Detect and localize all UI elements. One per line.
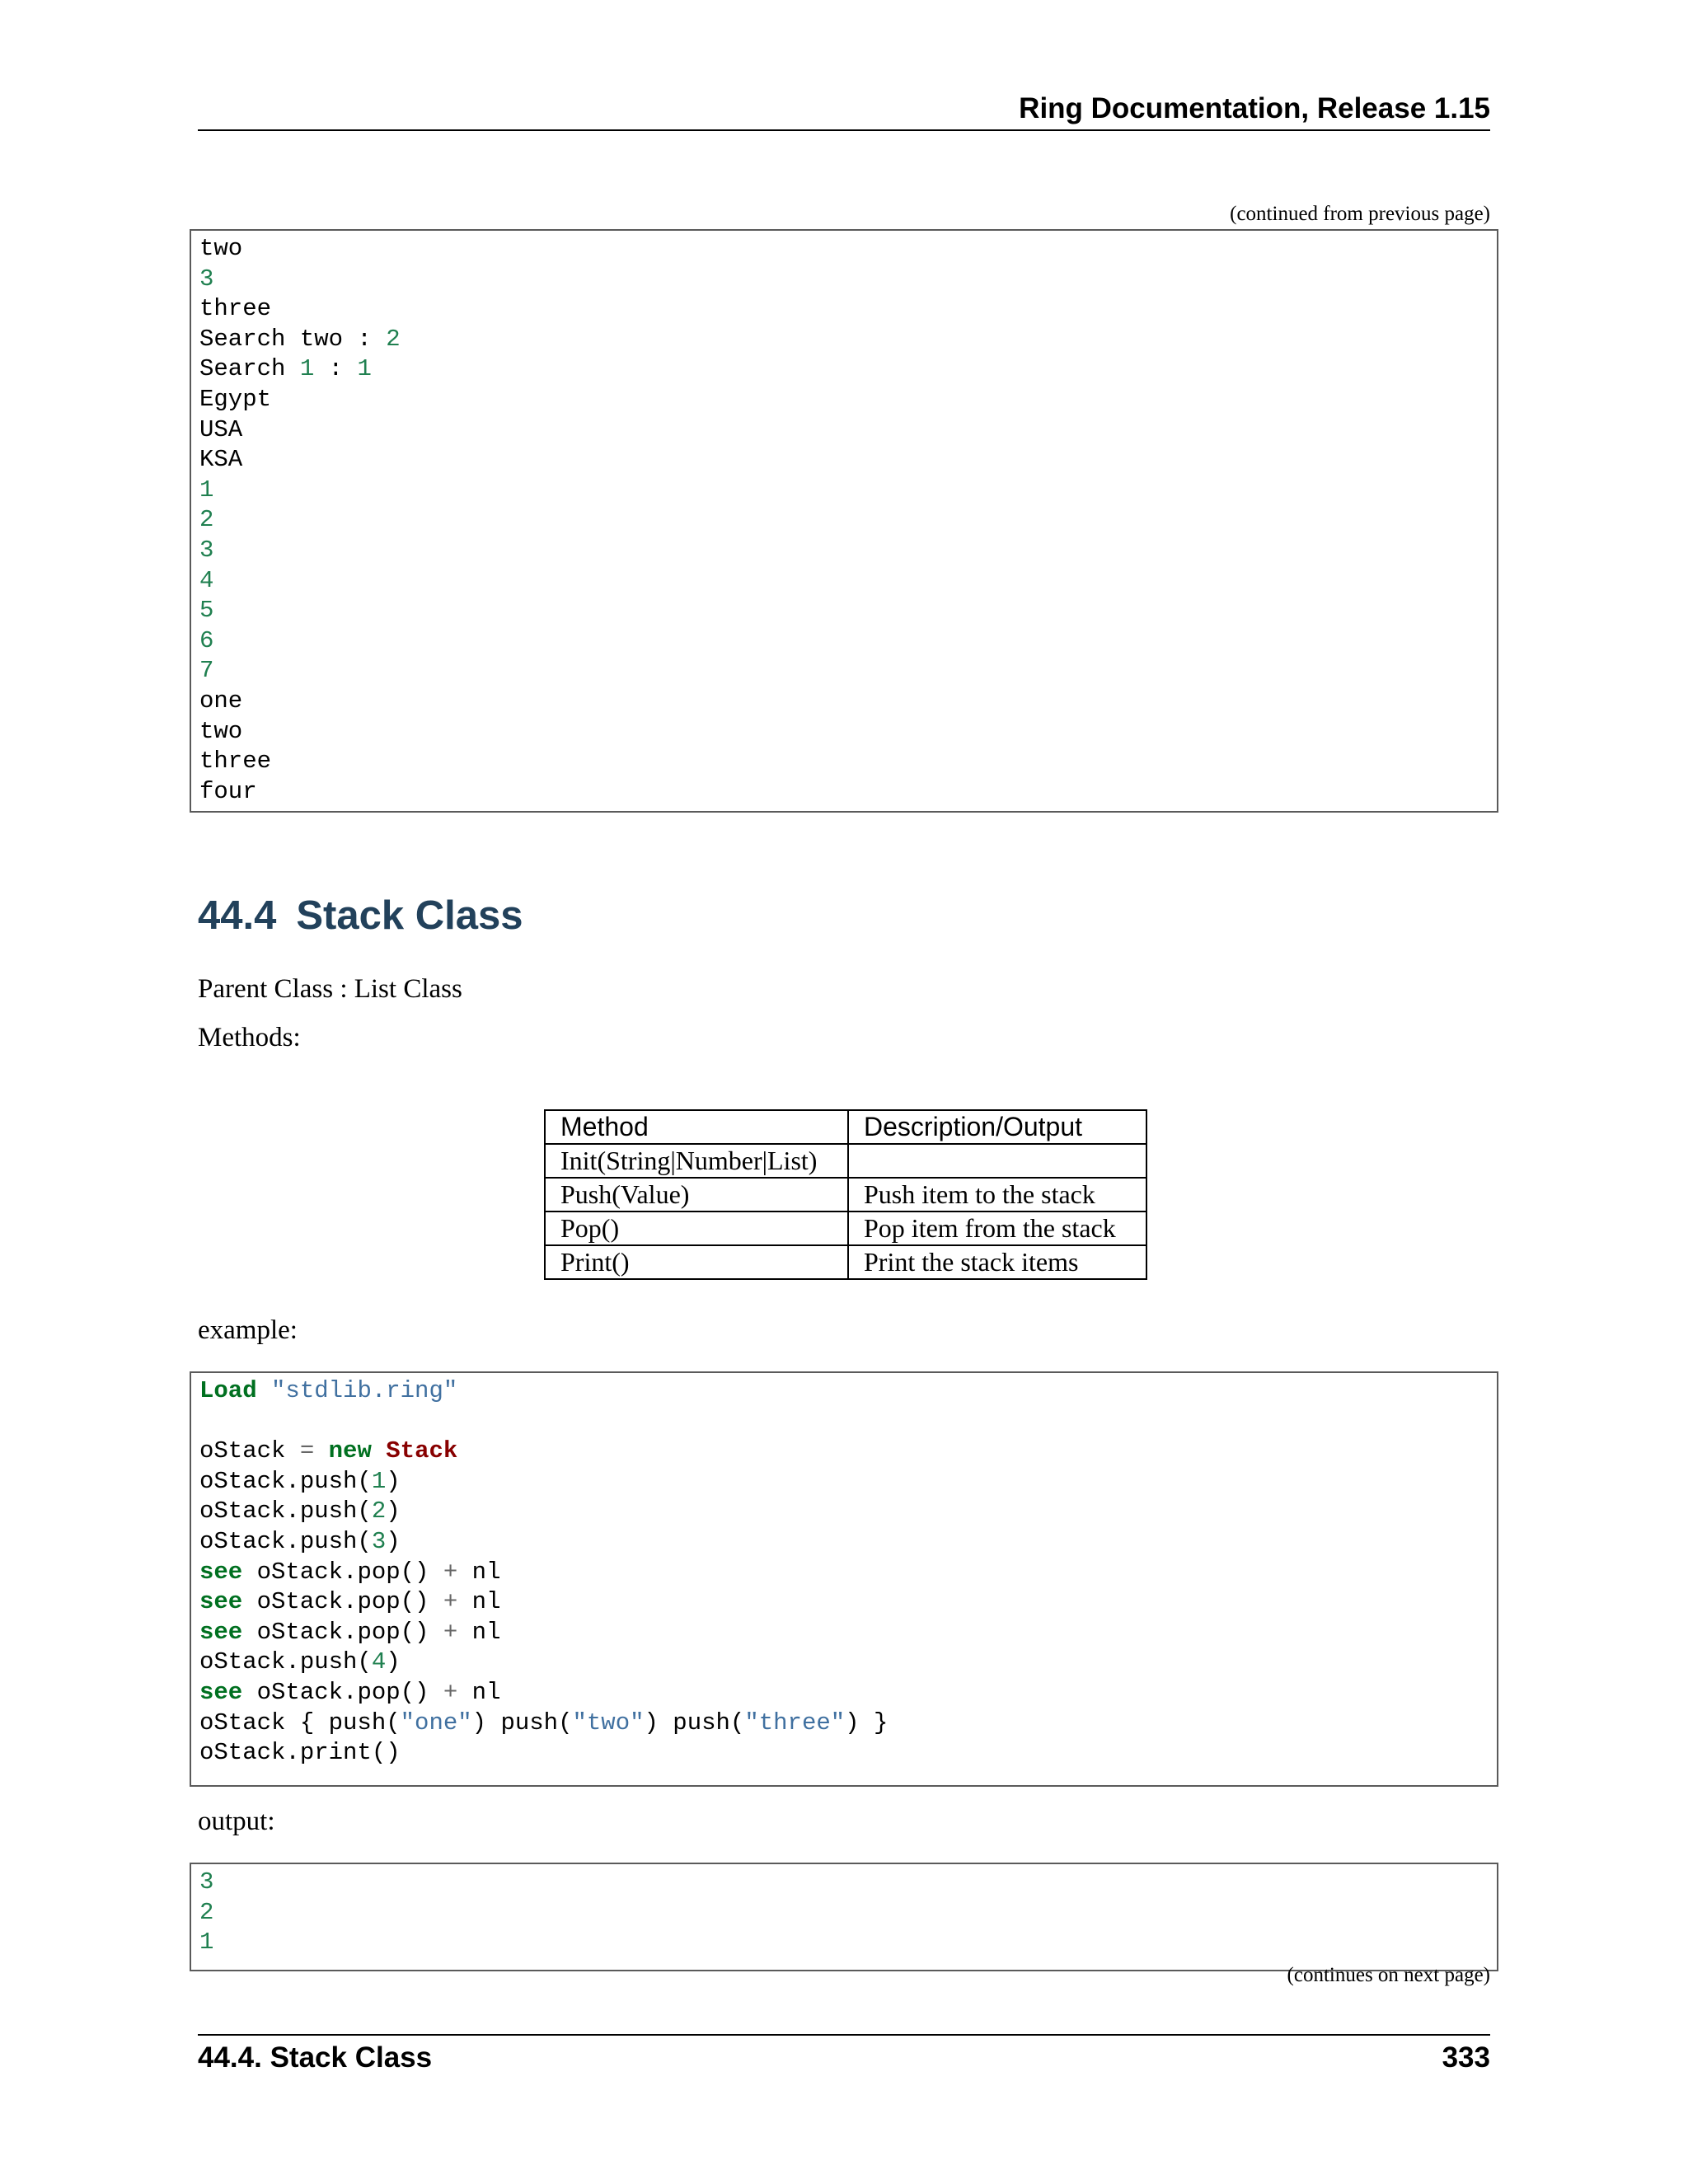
- code-line: [199, 1376, 1497, 1407]
- code-token: two: [199, 235, 243, 262]
- code-token: three: [199, 295, 272, 323]
- code-line: [199, 1467, 1497, 1497]
- code-token: Load: [199, 1377, 257, 1404]
- code-token: oStack.pop(): [242, 1588, 443, 1616]
- code-token: [257, 1377, 271, 1404]
- code-token: "one": [400, 1708, 472, 1736]
- code-token: USA: [199, 415, 243, 443]
- code-token: ): [386, 1497, 401, 1526]
- code-token: ): [386, 1648, 401, 1676]
- code-token: three: [199, 748, 272, 776]
- table-row: [545, 1144, 1146, 1178]
- code-token: Search two :: [199, 325, 387, 353]
- output-code-block: [190, 1863, 1498, 1971]
- table-cell-description: Pop item from the stack: [848, 1212, 1146, 1245]
- code-line: [199, 1647, 1497, 1678]
- table-cell-method: Init(String|Number|List): [545, 1144, 848, 1178]
- table-cell-description: Print the stack items: [848, 1245, 1146, 1279]
- code-token: +: [443, 1588, 458, 1616]
- code-token: Stack: [386, 1437, 458, 1465]
- code-token: +: [443, 1558, 458, 1586]
- code-token: 1: [299, 355, 315, 383]
- code-line: [199, 536, 1497, 566]
- code-line: [199, 687, 1497, 717]
- code-token: KSA: [199, 446, 243, 474]
- code-token: 2: [386, 325, 401, 353]
- code-line: [199, 596, 1497, 626]
- code-token: :: [314, 355, 358, 383]
- code-token: nl: [457, 1618, 501, 1646]
- code-token: nl: [457, 1558, 501, 1586]
- code-line: [199, 1678, 1497, 1708]
- code-token: 5: [199, 597, 214, 625]
- code-line: [199, 385, 1497, 415]
- code-token: 4: [371, 1648, 387, 1676]
- code-token: see: [199, 1558, 243, 1586]
- code-line: [199, 1527, 1497, 1558]
- code-token: oStack.pop(): [242, 1558, 443, 1586]
- table-header-row: [545, 1110, 1146, 1144]
- code-token: ) push(: [471, 1708, 573, 1736]
- table-cell-description: Push item to the stack: [848, 1178, 1146, 1212]
- table-cell-method: Push(Value): [545, 1178, 848, 1212]
- table-row: [545, 1212, 1146, 1245]
- code-token: Egypt: [199, 385, 272, 413]
- code-line: [199, 325, 1497, 355]
- code-token: 6: [199, 626, 214, 654]
- example-label: example:: [198, 1315, 298, 1345]
- code-line: [199, 265, 1497, 295]
- section-number: 44.4: [198, 893, 277, 938]
- code-token: "two": [572, 1708, 645, 1736]
- code-token: see: [199, 1618, 243, 1646]
- output-label: output:: [198, 1807, 275, 1836]
- code-token: 1: [371, 1467, 387, 1495]
- code-token: oStack.print(): [199, 1739, 401, 1767]
- code-line: [199, 1738, 1497, 1769]
- continues-on-next-note: (continues on next page): [1287, 1964, 1490, 1986]
- code-line: [199, 1618, 1497, 1648]
- code-token: 2: [199, 506, 214, 534]
- code-token: oStack.push(: [199, 1648, 372, 1676]
- code-token: oStack { push(: [199, 1708, 401, 1736]
- code-token: one: [199, 687, 243, 715]
- code-token: 1: [199, 1929, 214, 1957]
- code-line: [199, 354, 1497, 385]
- code-line: [199, 1558, 1497, 1588]
- code-token: 2: [199, 1898, 214, 1926]
- methods-table: [544, 1109, 1147, 1280]
- code-token: four: [199, 777, 257, 805]
- code-token: 1: [357, 355, 372, 383]
- example-code-block: [190, 1371, 1498, 1787]
- code-token: oStack.push(: [199, 1527, 372, 1555]
- code-line: [199, 566, 1497, 597]
- page-number: 333: [1442, 2041, 1490, 2074]
- code-line: [199, 1497, 1497, 1527]
- code-line: [199, 415, 1497, 446]
- code-token: see: [199, 1678, 243, 1706]
- code-token: oStack.pop(): [242, 1678, 443, 1706]
- code-token: oStack.push(: [199, 1497, 372, 1526]
- code-token: "three": [744, 1708, 846, 1736]
- code-token: [314, 1437, 328, 1465]
- code-line: [199, 1436, 1497, 1467]
- code-line: [199, 505, 1497, 536]
- code-line: [199, 777, 1497, 808]
- code-token: nl: [457, 1588, 501, 1616]
- code-line: [199, 294, 1497, 325]
- continued-from-previous-note: (continued from previous page): [1230, 203, 1490, 225]
- table-cell-method: Pop(): [545, 1212, 848, 1245]
- code-token: 3: [199, 265, 214, 293]
- code-token: oStack.push(: [199, 1467, 372, 1495]
- code-token: 3: [371, 1527, 387, 1555]
- section-heading: [198, 893, 523, 939]
- methods-label: Methods:: [198, 1023, 301, 1052]
- code-token: 4: [199, 566, 214, 594]
- table-row: [545, 1178, 1146, 1212]
- code-token: 2: [371, 1497, 387, 1526]
- code-line: [199, 1708, 1497, 1739]
- footer-rule: [198, 2034, 1490, 2036]
- code-token: [372, 1437, 386, 1465]
- code-line: [199, 656, 1497, 687]
- code-token: two: [199, 717, 243, 745]
- section-title: Stack Class: [296, 893, 523, 938]
- code-token: 3: [199, 536, 214, 564]
- code-token: see: [199, 1588, 243, 1616]
- code-token: 3: [199, 1868, 214, 1896]
- code-line: [199, 1928, 1497, 1958]
- table-row: [545, 1245, 1146, 1279]
- code-token: Search: [199, 355, 300, 383]
- code-token: nl: [457, 1678, 501, 1706]
- table-cell-description: [848, 1144, 1146, 1178]
- code-token: +: [443, 1618, 458, 1646]
- code-token: 1: [199, 476, 214, 504]
- table-cell-method: Print(): [545, 1245, 848, 1279]
- table-header-method: Method: [545, 1110, 848, 1144]
- code-token: ) }: [845, 1708, 889, 1736]
- code-line: [199, 234, 1497, 265]
- code-token: ): [386, 1527, 401, 1555]
- code-line: [199, 626, 1497, 657]
- code-line: [199, 1407, 1497, 1437]
- footer-section-title: 44.4. Stack Class: [198, 2041, 433, 2074]
- code-token: oStack.pop(): [242, 1618, 443, 1646]
- code-token: +: [443, 1678, 458, 1706]
- running-header-title: Ring Documentation, Release 1.15: [1019, 92, 1490, 124]
- code-line: [199, 717, 1497, 748]
- output-code-block-continued: [190, 229, 1498, 813]
- header-rule: [198, 129, 1490, 131]
- code-token: oStack: [199, 1437, 300, 1465]
- parent-class-text: Parent Class : List Class: [198, 974, 462, 1004]
- code-line: [199, 445, 1497, 476]
- code-line: [199, 476, 1497, 506]
- code-token: ): [386, 1467, 401, 1495]
- code-token: 7: [199, 657, 214, 685]
- table-header-description: Description/Output: [848, 1110, 1146, 1144]
- code-line: [199, 1587, 1497, 1618]
- code-token: new: [328, 1437, 372, 1465]
- code-token: ) push(: [644, 1708, 745, 1736]
- code-line: [199, 1868, 1497, 1898]
- code-token: "stdlib.ring": [271, 1377, 458, 1404]
- code-line: [199, 1898, 1497, 1929]
- code-line: [199, 747, 1497, 777]
- code-token: =: [299, 1437, 315, 1465]
